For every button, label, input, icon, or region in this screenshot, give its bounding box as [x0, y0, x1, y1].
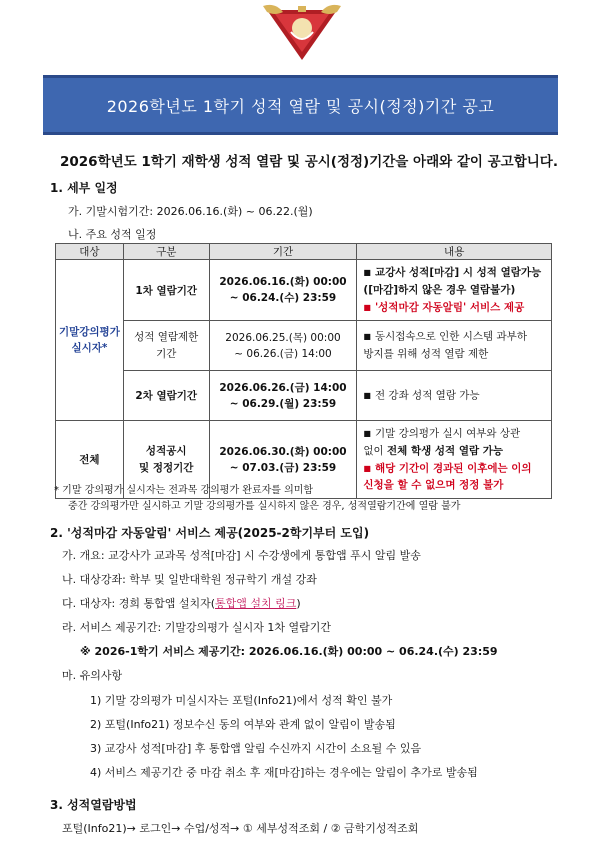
caution-item: 1) 기말 강의평가 미실시자는 포털(Info21)에서 성적 확인 불가: [90, 694, 393, 707]
schedule-subheading: 나. 주요 성적 일정: [68, 228, 157, 241]
target-line1: 기말강의평가: [58, 326, 120, 338]
caution-item: 3) 교강사 성적[마감] 후 통합앱 알림 수신까지 시간이 소요될 수 있음: [90, 742, 422, 755]
table-row: [56, 260, 552, 321]
table-row: [56, 321, 552, 371]
row2-content: ■ 동시접속으로 인한 시스템 과부하 방지를 위해 성적 열람 제한: [357, 321, 552, 371]
service-overview: 가. 개요: 교강사가 교과목 성적[마감] 시 수강생에게 통합앱 푸시 알림 발송: [62, 549, 421, 562]
row2-content-2: 방지를 위해 성적 열람 제한: [363, 347, 489, 360]
header-target: 대상: [56, 244, 124, 260]
target-line2: 실시자*: [71, 342, 108, 354]
row1-type: 1차 열람기간: [123, 260, 209, 321]
app-install-link[interactable]: 통합앱 설치 링크: [215, 597, 297, 610]
caution-heading: 마. 유의사항: [62, 669, 123, 682]
caution-item: 2) 포털(Info21) 정보수신 동의 여부와 관계 없이 알림이 발송됨: [90, 718, 396, 731]
row3-content: ■ 전 강좌 성적 열람 가능: [357, 371, 552, 421]
row4-content-2a: 없이: [363, 444, 388, 457]
row4-content-2b: 전체 학생 성적 열람 가능: [387, 444, 504, 457]
schedule-table: [55, 243, 552, 499]
service-period: 라. 서비스 제공기간: 기말강의평가 실시자 1차 열람기간: [62, 621, 331, 634]
row3-period-end: ~ 06.29.(월) 23:59: [229, 397, 337, 410]
row4-type-1: 성적공시: [145, 444, 187, 457]
target-all: 전체: [56, 421, 124, 499]
service-target: [62, 595, 301, 611]
row4-content: ■ 기말 강의평가 실시 여부와 상관 없이 전체 학생 성적 열람 가능 ■ 해당 기간이 경과된 이후에는 이의 신청을 할 수 없으며 정정 불가: [357, 421, 552, 499]
service-target-post: ): [296, 597, 301, 610]
service-courses: 나. 대상강좌: 학부 및 일반대학원 정규학기 개설 강좌: [62, 573, 317, 586]
row1-period-start: 2026.06.16.(화) 00:00: [219, 276, 347, 288]
section3-heading: 3. 성적열람방법: [50, 798, 137, 812]
section1-heading: 1. 세부 일정: [50, 181, 118, 195]
header-period: 기간: [209, 244, 357, 260]
row3-type: 2차 열람기간: [123, 371, 209, 421]
header-type: 구분: [123, 244, 209, 260]
row4-content-1: 기말 강의평가 실시 여부와 상관: [374, 427, 521, 440]
title-banner: [43, 75, 558, 135]
row2-type: [123, 321, 209, 371]
row4-content-3: 해당 기간이 경과된 이후에는 이의: [374, 462, 532, 474]
section2-heading: 2. '성적마감 자동알림' 서비스 제공(2025-2학기부터 도입): [50, 526, 370, 540]
target-evaluators: [56, 260, 124, 421]
row1-content-3: '성적마감 자동알림' 서비스 제공: [374, 301, 525, 313]
view-method-path: 포털(Info21)→ 로그인→ 수업/성적→ ① 세부성적조회 / ② 금학기성적조회: [62, 822, 419, 835]
row4-type-2: 및 정정기간: [139, 461, 194, 474]
row2-period: [209, 321, 357, 371]
row3-period: [209, 371, 357, 421]
page-title: 2026학년도 1학기 성적 열람 및 공시(정정)기간 공고: [106, 96, 495, 116]
header-content: 내용: [357, 244, 552, 260]
row2-period-start: 2026.06.25.(목) 00:00: [225, 331, 341, 344]
row1-content: ■ 교강사 성적[마감] 시 성적 열람가능 ([마감]하지 않은 경우 열람불가) ■ '성적마감 자동알림' 서비스 제공: [357, 260, 552, 321]
row2-period-end: ~ 06.26.(금) 14:00: [234, 347, 332, 360]
university-emblem-logo: [257, 2, 347, 62]
intro-text: 2026학년도 1학기 재학생 성적 열람 및 공시(정정)기간을 아래와 같이 공고합니다.: [60, 154, 558, 170]
table-header-row: [56, 244, 552, 260]
row2-type-1: 성적 열람제한: [134, 330, 199, 343]
row4-content-4: 신청을 할 수 없으며 정정 불가: [363, 479, 504, 491]
row1-period: [209, 260, 357, 321]
row4-period-start: 2026.06.30.(화) 00:00: [219, 445, 347, 458]
footnote-1: * 기말 강의평가 실시자는 전과목 강의평가 완료자를 의미함: [54, 485, 314, 496]
row1-content-2: ([마감]하지 않은 경우 열람불가): [363, 283, 516, 296]
row1-content-1: 교강사 성적[마감] 시 성적 열람가능: [374, 266, 542, 279]
service-target-pre: 다. 대상자: 경희 통합앱 설치자(: [62, 597, 215, 610]
exam-period-line: 가. 기말시험기간: 2026.06.16.(화) ~ 06.22.(월): [68, 205, 313, 218]
row3-period-start: 2026.06.26.(금) 14:00: [219, 381, 347, 394]
service-period-note: ※ 2026-1학기 서비스 제공기간: 2026.06.16.(화) 00:00 ~ 06.24.(수) 23:59: [80, 645, 498, 658]
row1-period-end: ~ 06.24.(수) 23:59: [229, 292, 337, 304]
row4-period-end: ~ 07.03.(금) 23:59: [229, 461, 337, 474]
footnote-2: 중간 강의평가만 실시하고 기말 강의평가를 실시하지 않은 경우, 성적열람기간에 열람 불가: [68, 501, 461, 512]
row2-type-2: 기간: [156, 347, 177, 360]
row2-content-1: 동시접속으로 인한 시스템 과부하: [374, 330, 527, 343]
caution-item: 4) 서비스 제공기간 중 마감 취소 후 재[마감]하는 경우에는 알림이 추가로 발송됨: [90, 766, 478, 779]
row3-content-1: 전 강좌 성적 열람 가능: [374, 389, 480, 402]
table-row: [56, 371, 552, 421]
